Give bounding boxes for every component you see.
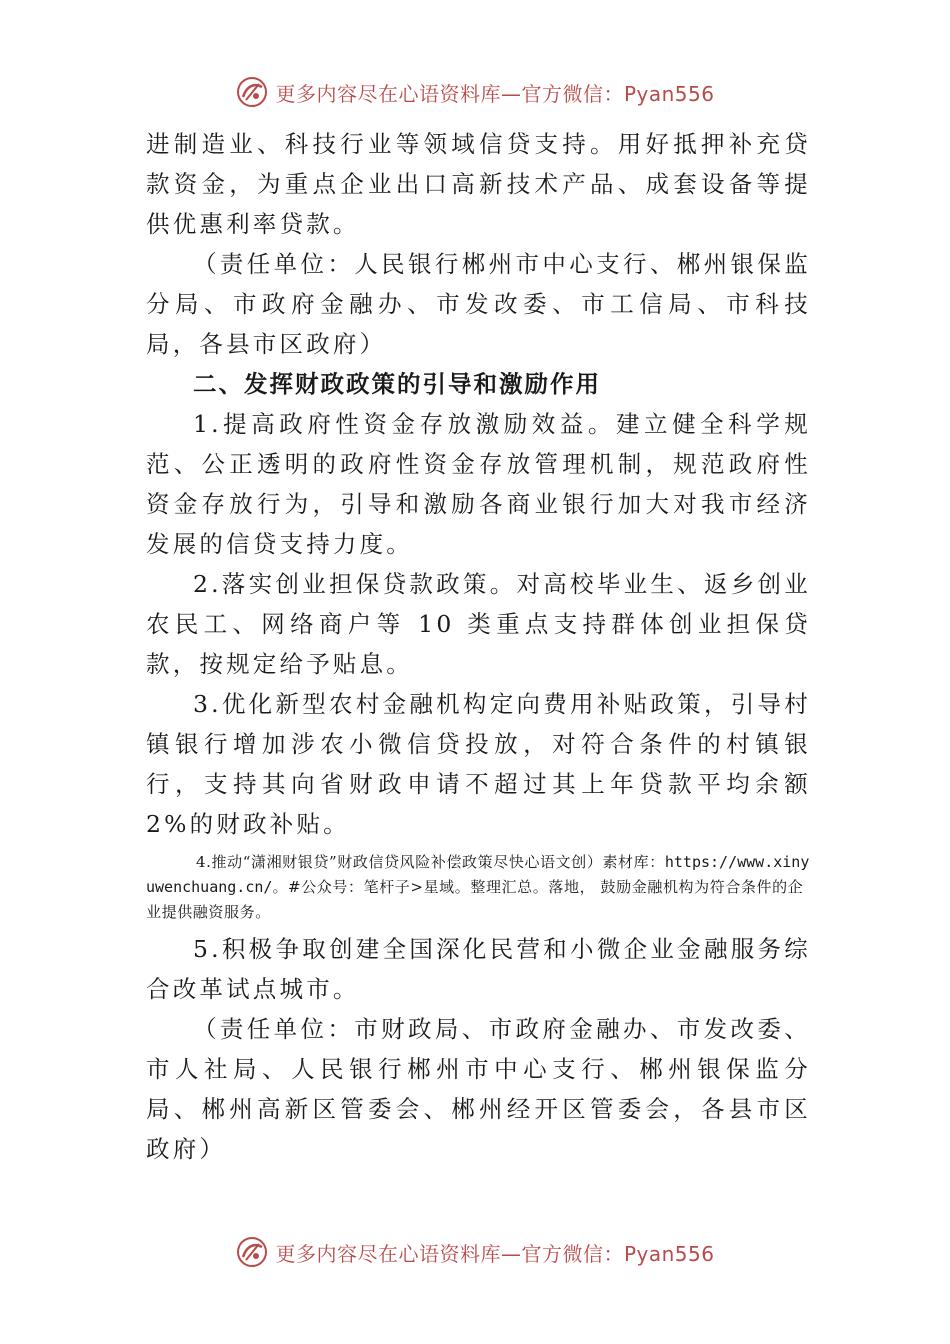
footer-banner [0, 1232, 950, 1272]
responsibility-note-1: （责任单位：人民银行郴州市中心支行、郴州银保监分局、市政府金融办、市发改委、市工信局、市科技局，各县市区政府） [146, 250, 811, 358]
list-item-4-text: 4.推动“潇湘财银贷”财政信贷风险补偿政策尽快心语文创）素材库： [196, 853, 665, 871]
list-item-3: 3.优化新型农村金融机构定向费用补贴政策，引导村镇银行增加涉农小微信贷投放，对符合条件的村镇银行，支持其向省财政申请不超过其上年贷款平均余额 2%的财政补贴。 [146, 690, 811, 838]
responsibility-note-2: （责任单位：市财政局、市政府金融办、市发改委、市人社局、人民银行郴州市中心支行、郴州银保监分局、郴州高新区管委会、郴州经开区管委会，各县市区政府） [146, 1015, 811, 1163]
seal-logo-icon [235, 1235, 269, 1269]
source-url-link[interactable]: https://www.xinyuwenchuang.cn/ [146, 853, 810, 896]
banner-text: 更多内容尽在心语资料库—官方微信：Pyan556 [275, 81, 715, 106]
list-item-1: 1.提高政府性资金存放激励效益。建立健全科学规范、公正透明的政府性资金存放管理机制，规范政府性资金存放行为，引导和激励各商业银行加大对我市经济发展的信贷支持力度。 [146, 410, 811, 558]
seal-logo-icon [235, 75, 269, 109]
section-heading: 二、发挥财政政策的引导和激励作用 [193, 370, 601, 398]
header-banner [0, 72, 950, 112]
list-item-4 [146, 850, 811, 925]
document-body [146, 124, 811, 1169]
banner-text: 更多内容尽在心语资料库—官方微信：Pyan556 [275, 1241, 715, 1266]
list-item-2: 2.落实创业担保贷款政策。对高校毕业生、返乡创业农民工、网络商户等 10 类重点支持群体创业担保贷款，按规定给予贴息。 [146, 570, 811, 678]
paragraph-continued: 进制造业、科技行业等领域信贷支持。用好抵押补充贷款资金，为重点企业出口高新技术产品、成套设备等提供优惠利率贷款。 [146, 130, 811, 238]
list-item-4-text-rest: 。#公众号：笔杆子>星域。整理汇总。落地， 鼓励金融机构为符合条件的企业提供融资服务。 [146, 878, 804, 921]
list-item-5: 5.积极争取创建全国深化民营和小微企业金融服务综合改革试点城市。 [146, 935, 811, 1003]
